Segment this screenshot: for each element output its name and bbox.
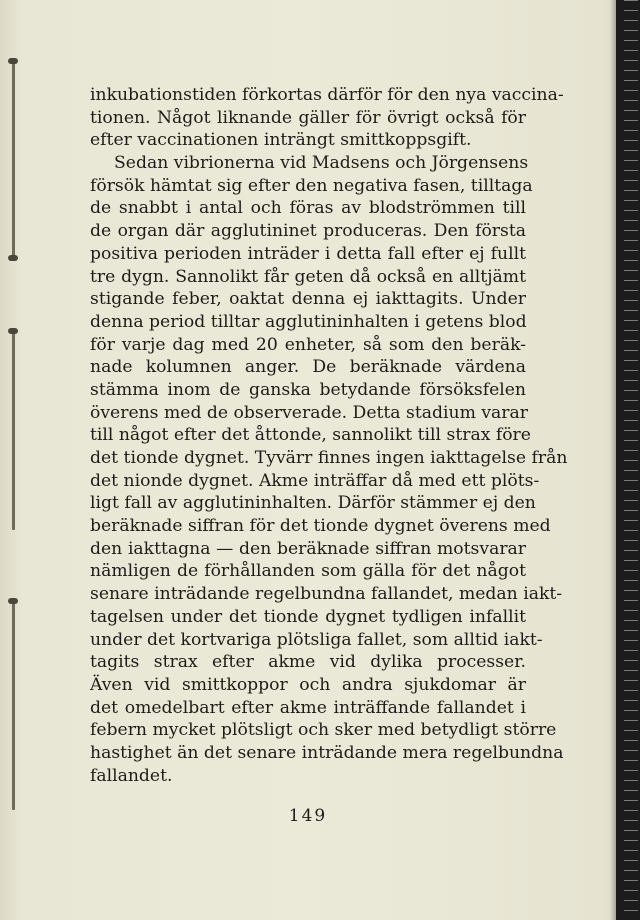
text-line: senare inträdande regelbundna fallandet, medan iakt- [90, 584, 563, 605]
body-text [90, 84, 568, 787]
binding-thread [12, 60, 15, 260]
text-line: positiva perioden inträder i detta fall efter ej fullt [90, 243, 526, 264]
text-line: tagelsen under det tionde dygnet tydligen infallit [90, 606, 526, 627]
binding-knot [8, 58, 18, 64]
text-line: febern mycket plötsligt och sker med betydligt större [90, 720, 557, 741]
page-number: 149 [288, 806, 328, 826]
text-line: de snabbt i antal och föras av blodströmmen till [90, 198, 526, 219]
text-line: det tionde dygnet. Tyvärr finnes ingen iakttagelse från [90, 448, 568, 468]
text-line: den iakttagna — den beräknade siffran motsvarar [90, 538, 526, 559]
text-line: denna period tilltar agglutininhalten i getens blod [90, 311, 527, 332]
binding-thread [12, 330, 15, 530]
text-line: stigande feber, oaktat denna ej iakttagits. Under [90, 289, 526, 310]
text-line: nade kolumnen anger. De beräknade värdena [90, 357, 526, 378]
text-line: beräknade siffran för det tionde dygnet överens med [90, 516, 551, 537]
text-line: de organ där agglutininet produceras. Den första [90, 221, 526, 242]
text-line: efter vaccinationen inträngt smittkoppsgift. [90, 130, 472, 151]
text-line: försök hämtat sig efter den negativa fasen, tilltaga [90, 175, 533, 196]
binding-knot [8, 598, 18, 604]
text-line: under det kortvariga plötsliga fallet, som alltid iakt- [90, 629, 543, 650]
text-line: ligt fall av agglutininhalten. Därför stämmer ej den [90, 493, 536, 514]
text-line: tionen. Något liknande gäller för övrigt också för [90, 107, 526, 128]
text-line: Sedan vibrionerna vid Madsens och Jörgensens [114, 153, 529, 174]
binding-knot [8, 328, 18, 334]
text-line: stämma inom de ganska betydande försöksfelen [90, 379, 526, 400]
text-line: för varje dag med 20 enheter, så som den beräk- [90, 334, 526, 355]
text-line: tre dygn. Sannolikt får geten då också en alltjämt [90, 266, 526, 287]
scan-background-edge [616, 0, 640, 920]
text-line: överens med de observerade. Detta stadium varar [90, 402, 528, 423]
text-line: nämligen de förhållanden som gälla för det något [90, 561, 526, 582]
text-line: Även vid smittkoppor och andra sjukdomar är [90, 674, 526, 695]
ruler-scale [624, 0, 638, 920]
text-line: inkubationstiden förkortas därför för den nya vaccina- [90, 85, 564, 105]
text-line: det omedelbart efter akme inträffande fallandet i [90, 697, 526, 718]
binding-knot [8, 255, 18, 261]
binding-thread [12, 600, 15, 810]
text-line: tagits strax efter akme vid dylika processer. [90, 652, 526, 673]
text-line: fallandet. [90, 765, 173, 786]
text-line: det nionde dygnet. Akme inträffar då med ett plöts- [90, 470, 540, 491]
text-line: hastighet än det senare inträdande mera regelbundna [90, 742, 564, 763]
text-line: till något efter det åttonde, sannolikt till strax före [90, 425, 531, 446]
